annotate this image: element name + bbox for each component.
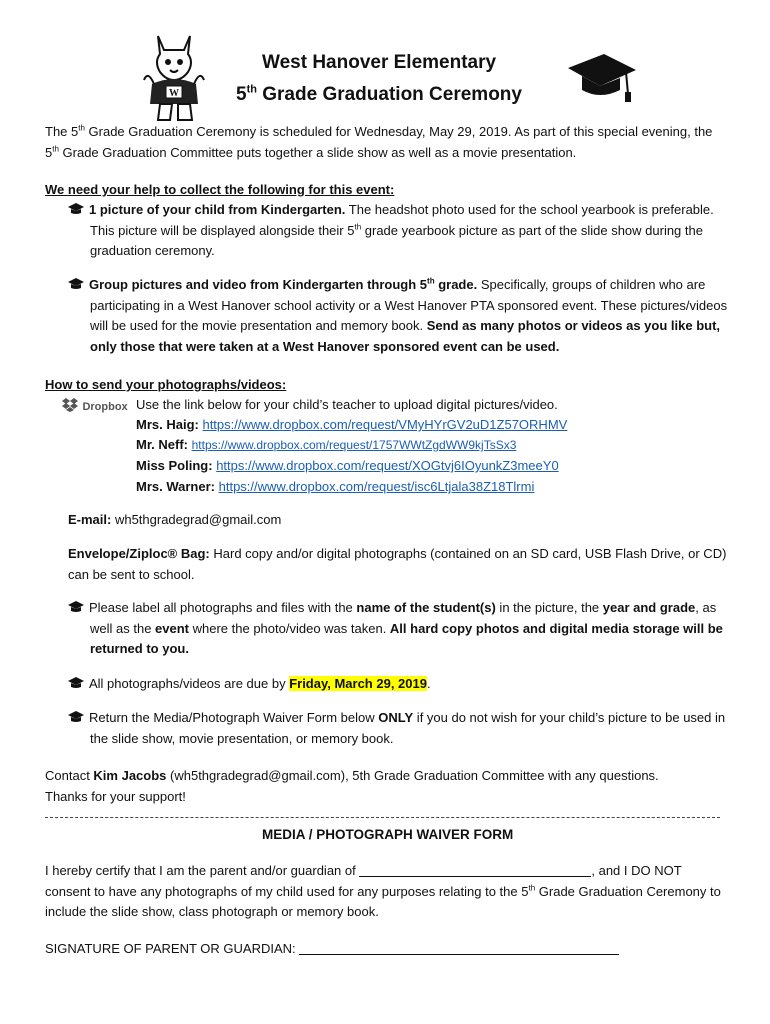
signature-line: SIGNATURE OF PARENT OR GUARDIAN: xyxy=(45,939,619,960)
wildcat-mascot-icon xyxy=(138,30,210,122)
teacher-row: Miss Poling: https://www.dropbox.com/request/XOGtvj6IOyunkZ3meeY0 xyxy=(136,458,559,473)
graduation-cap-icon xyxy=(566,50,638,106)
dropbox-logo: Dropbox xyxy=(62,397,128,415)
list-item: Please label all photographs and files with the name of the student(s) in the picture, the year and grade, as well as the event where the photo/video was taken. All hard copy photos and digital media storage will be returned to you. xyxy=(68,598,728,660)
cut-line-divider xyxy=(45,817,720,818)
waiver-paragraph: I hereby certify that I am the parent and/or guardian of , and I DO NOT consent to have any photographs of my child used for any purposes relating to the 5th Grade Graduation Ceremony to include the slide show, class photograph or memory book. xyxy=(45,863,721,919)
svg-text:W: W xyxy=(169,88,179,99)
teacher-row: Mr. Neff: https://www.dropbox.com/request/1757WWtZgdWW9kjTsSx3 xyxy=(136,437,517,452)
child-name-field[interactable] xyxy=(359,864,591,877)
teacher-row: Mrs. Warner: https://www.dropbox.com/request/isc6Ltjala38Z18Tlrmi xyxy=(136,479,535,494)
help-heading: We need your help to collect the following for this event: xyxy=(45,182,395,197)
list-item: Group pictures and video from Kindergarten through 5th grade. Specifically, groups of children who are participating in a West Hanover school activity or a West Hanover PTA sponsored event. These pictures/videos will be used for the movie presentation and memory book. Send as many photos or videos as you like but, only those that were taken at a West Hanover sponsored event can be used. xyxy=(68,275,728,357)
dropbox-link-poling[interactable]: https://www.dropbox.com/request/XOGtvj6IOyunkZ3meeY0 xyxy=(216,458,559,473)
graduation-cap-bullet-icon xyxy=(68,677,84,689)
dropbox-icon xyxy=(62,398,78,412)
email-line: E-mail: wh5thgradegrad@gmail.com xyxy=(68,512,282,527)
intro-paragraph: The 5th Grade Graduation Ceremony is scheduled for Wednesday, May 29, 2019. As part of this special evening, the 5th Grade Graduation Committee puts together a slide show as well as a movie presentation. xyxy=(45,123,713,160)
thanks-line: Thanks for your support! xyxy=(45,789,186,804)
list-item: All photographs/videos are due by Friday, March 29, 2019. xyxy=(68,674,728,695)
contact-paragraph: Contact Kim Jacobs (wh5thgradegrad@gmail.com), 5th Grade Graduation Committee with any questions. xyxy=(45,768,659,783)
signature-field[interactable] xyxy=(299,942,619,955)
page-title-line1: West Hanover Elementary xyxy=(262,52,497,73)
send-heading: How to send your photographs/videos: xyxy=(45,377,287,392)
dropbox-instructions: Use the link below for your child’s teacher to upload digital pictures/video. xyxy=(136,397,558,412)
dropbox-link-haig[interactable]: https://www.dropbox.com/request/VMyHYrGV2uD1Z57ORHMV xyxy=(202,417,568,432)
teacher-row: Mrs. Haig: https://www.dropbox.com/request/VMyHYrGV2uD1Z57ORHMV xyxy=(136,417,568,432)
waiver-title: MEDIA / PHOTOGRAPH WAIVER FORM xyxy=(262,827,514,842)
graduation-cap-bullet-icon xyxy=(68,711,84,723)
dropbox-link-neff[interactable]: https://www.dropbox.com/request/1757WWtZgdWW9kjTsSx3 xyxy=(191,438,517,452)
list-item: 1 picture of your child from Kindergarten. The headshot photo used for the school yearbook is preferable. This picture will be displayed alongside their 5th grade yearbook picture as part of the slide show during the graduation ceremony. xyxy=(68,200,728,262)
due-date-highlight: Friday, March 29, 2019 xyxy=(289,676,427,691)
graduation-cap-bullet-icon xyxy=(68,203,84,215)
page-title-line2: 5th Grade Graduation Ceremony xyxy=(236,83,522,105)
envelope-paragraph: Envelope/Ziploc® Bag: Hard copy and/or digital photographs (contained on an SD card, USB Flash Drive, or CD) can be sent to school. xyxy=(68,546,727,582)
dropbox-link-warner[interactable]: https://www.dropbox.com/request/isc6Ltjala38Z18Tlrmi xyxy=(218,479,535,494)
graduation-cap-bullet-icon xyxy=(68,278,84,290)
list-item: Return the Media/Photograph Waiver Form below ONLY if you do not wish for your child’s picture to be used in the slide show, movie presentation, or memory book. xyxy=(68,708,728,749)
graduation-cap-bullet-icon xyxy=(68,601,84,613)
